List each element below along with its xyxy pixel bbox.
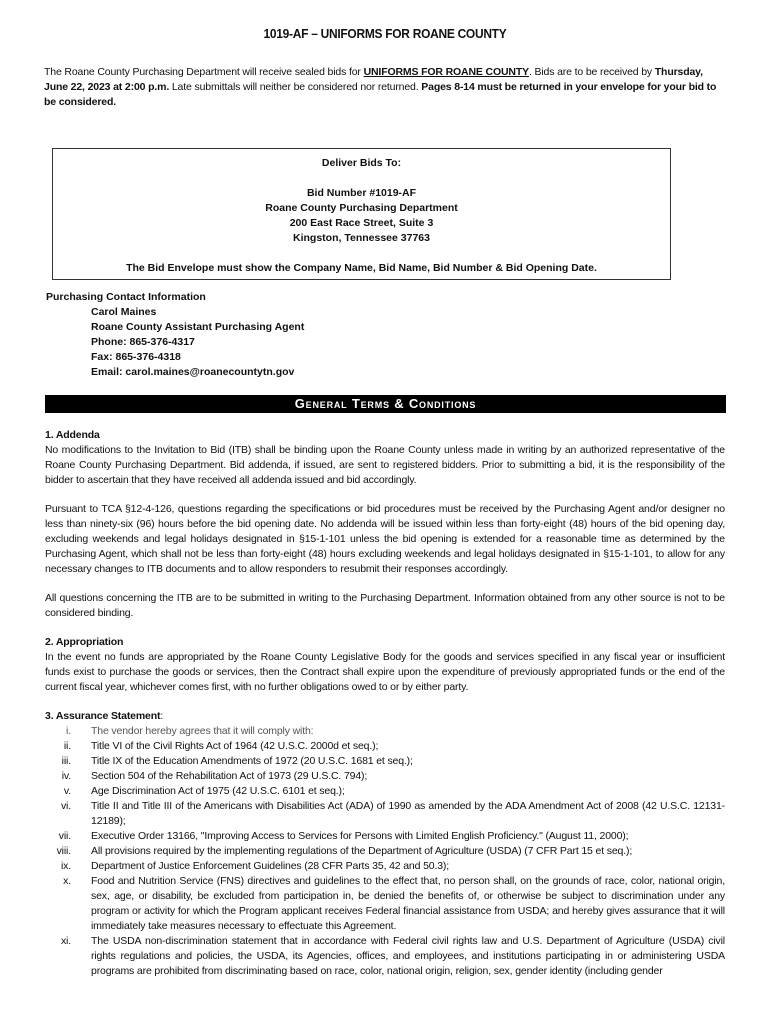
list-item-text: The vendor hereby agrees that it will comply with: [91,725,314,737]
deliver-street: 200 East Race Street, Suite 3 [289,217,434,229]
list-item-number: vii. [58,830,71,842]
list-item-text: Title VI of the Civil Rights Act of 1964 (42 U.S.C. 2000d et seq.); [91,740,379,752]
deliver-department: Roane County Purchasing Department [265,202,458,214]
assurance-list [45,724,725,979]
intro-pages-note: Pages 8-14 must be returned in your envelope for your bid to be considered. [44,81,717,108]
appropriation-paragraph: In the event no funds are appropriated by the Roane County Legislative Body for the goods and services specified in any fiscal year or insufficient funds exist to purchase the goods or services, then the Contract shall expire upon the expenditure of previously appropriated funds or the end of the current fiscal year, whichever comes first, with no further obligations owed to or by either party. [45,651,725,693]
contact-name: Carol Maines [91,306,157,318]
list-item-text: Section 504 of the Rehabilitation Act of 1973 (29 U.S.C. 794); [91,770,368,782]
list-item-text: Age Discrimination Act of 1975 (42 U.S.C. 6101 et seq.); [91,785,345,797]
list-item-text: Executive Order 13166, "Improving Access to Services for Persons with Limited English Proficiency." (August 11, 2000); [91,830,629,842]
contact-phone: Phone: 865-376-4317 [91,336,195,348]
list-item-number: i. [66,725,71,737]
list-item-number: iv. [61,770,71,782]
list-item [45,724,725,739]
deliver-heading: Deliver Bids To: [321,157,402,169]
list-item [45,874,725,934]
appropriation-heading: 2. Appropriation [45,636,124,648]
contact-fax: Fax: 865-376-4318 [91,351,181,363]
section-banner: General Terms & Conditions [45,395,726,413]
list-item [45,739,725,754]
list-item-text: The USDA non-discrimination statement that in accordance with Federal civil rights law and U.S. Department of Agriculture (USDA) civil rights regulations and policies, the USDA, its Agencies, offices, and employees, and institutions participating in or administering USDA programs are prohibited from discriminating based on race, color, national origin, religion, sex, gender identity (including gender [91,935,725,977]
contact-role: Roane County Assistant Purchasing Agent [91,321,305,333]
assurance-heading: 3. Assurance Statement [45,710,161,722]
list-item-text: Title IX of the Education Amendments of 1972 (20 U.S.C. 1681 et seq.); [91,755,413,767]
addenda-paragraph-1: No modifications to the Invitation to Bid (ITB) shall be binding upon the Roane County unless made in writing by an authorized representative of the Roane County Purchasing Department. Bid addenda, if issued, are sent to registered bidders. Prior to submitting a bid, it is the responsibility of the bidder to ascertain that they have received all addenda issued and bid accordingly. [45,444,725,486]
list-item [45,934,725,979]
appropriation-section [45,635,725,695]
list-item-number: v. [63,785,71,797]
addenda-paragraph-3: All questions concerning the ITB are to be submitted in writing to the Purchasing Department. Information obtained from any other source is not to be considered binding. [45,592,725,619]
bid-number: Bid Number #1019-AF [306,187,417,199]
addenda-paragraph-2: Pursuant to TCA §12-4-126, questions regarding the specifications or bid procedures must be received by the Purchasing Agent and/or designer no less than ninety-six (96) hours before the bid opening date. No addenda will be issued within less than forty-eight (48) hours of the bid opening day, excluding weekends and legal holidays designated in §15-1-101 unless the bid opening is extended for a reasonable time as determined by the Purchasing Agent, which shall not be less than forty-eight (48) hours excluding weekends and legal holidays designated in §15-1-101, to allow for any necessary changes to ITB documents and to allow responders to resubmit their responses accordingly. [45,503,725,575]
list-item-text: Department of Justice Enforcement Guidelines (28 CFR Parts 35, 42 and 50.3); [91,860,450,872]
document-title: 1019-AF – UNIFORMS FOR ROANE COUNTY [263,26,507,41]
list-item [45,769,725,784]
contact-heading: Purchasing Contact Information [46,291,206,303]
list-item-number: viii. [56,845,71,857]
intro-text-2: . Bids are to be received by [528,66,655,78]
intro-due-date: Thursday, June 22, 2023 at 2:00 p.m. [44,66,703,93]
list-item [45,829,725,844]
addenda-section [45,428,725,488]
intro-text-3: Late submittals will neither be considered nor returned. [169,81,422,93]
list-item-number: xi. [60,935,71,947]
intro-paragraph [44,65,726,110]
list-item [45,844,725,859]
list-item-number: vi. [60,800,71,812]
list-item-text: All provisions required by the implementing regulations of the Department of Agriculture (USDA) (7 CFR Part 15 et seq.); [91,845,633,857]
contact-email: Email: carol.maines@roanecountytn.gov [91,366,295,378]
list-item [45,799,725,829]
intro-text-1: The Roane County Purchasing Department will receive sealed bids for [44,66,364,78]
list-item-number: iii. [61,755,71,767]
list-item-number: x. [63,875,71,887]
list-item-text: Food and Nutrition Service (FNS) directives and guidelines to the effect that, no person shall, on the grounds of race, color, national origin, sex, age, or disability, be excluded from participation in, be denied the benefits of, or otherwise be subject to discrimination under any program or activity for which the Program applicant receives Federal financial assistance from USDA; and hereby gives assurance that it will immediately take measures necessary to effectuate this Agreement. [91,875,725,932]
list-item-text: Title II and Title III of the Americans with Disabilities Act (ADA) of 1990 as amended by the ADA Amendment Act of 2008 (42 U.S.C. 12131-12189); [91,800,725,827]
list-item-number: ii. [63,740,71,752]
contact-info [46,290,304,380]
addenda-heading: 1. Addenda [45,429,100,441]
assurance-heading-line [45,709,725,724]
deliver-city: Kingston, Tennessee 37763 [293,232,430,244]
intro-underlined-name: UNIFORMS FOR ROANE COUNTY [363,66,529,78]
list-item-number: ix. [60,860,71,872]
list-item [45,754,725,769]
assurance-colon: : [160,710,164,722]
deliver-bids-box [52,148,671,280]
envelope-note: The Bid Envelope must show the Company Name, Bid Name, Bid Number & Bid Opening Date. [126,262,597,274]
list-item [45,859,725,874]
list-item [45,784,725,799]
